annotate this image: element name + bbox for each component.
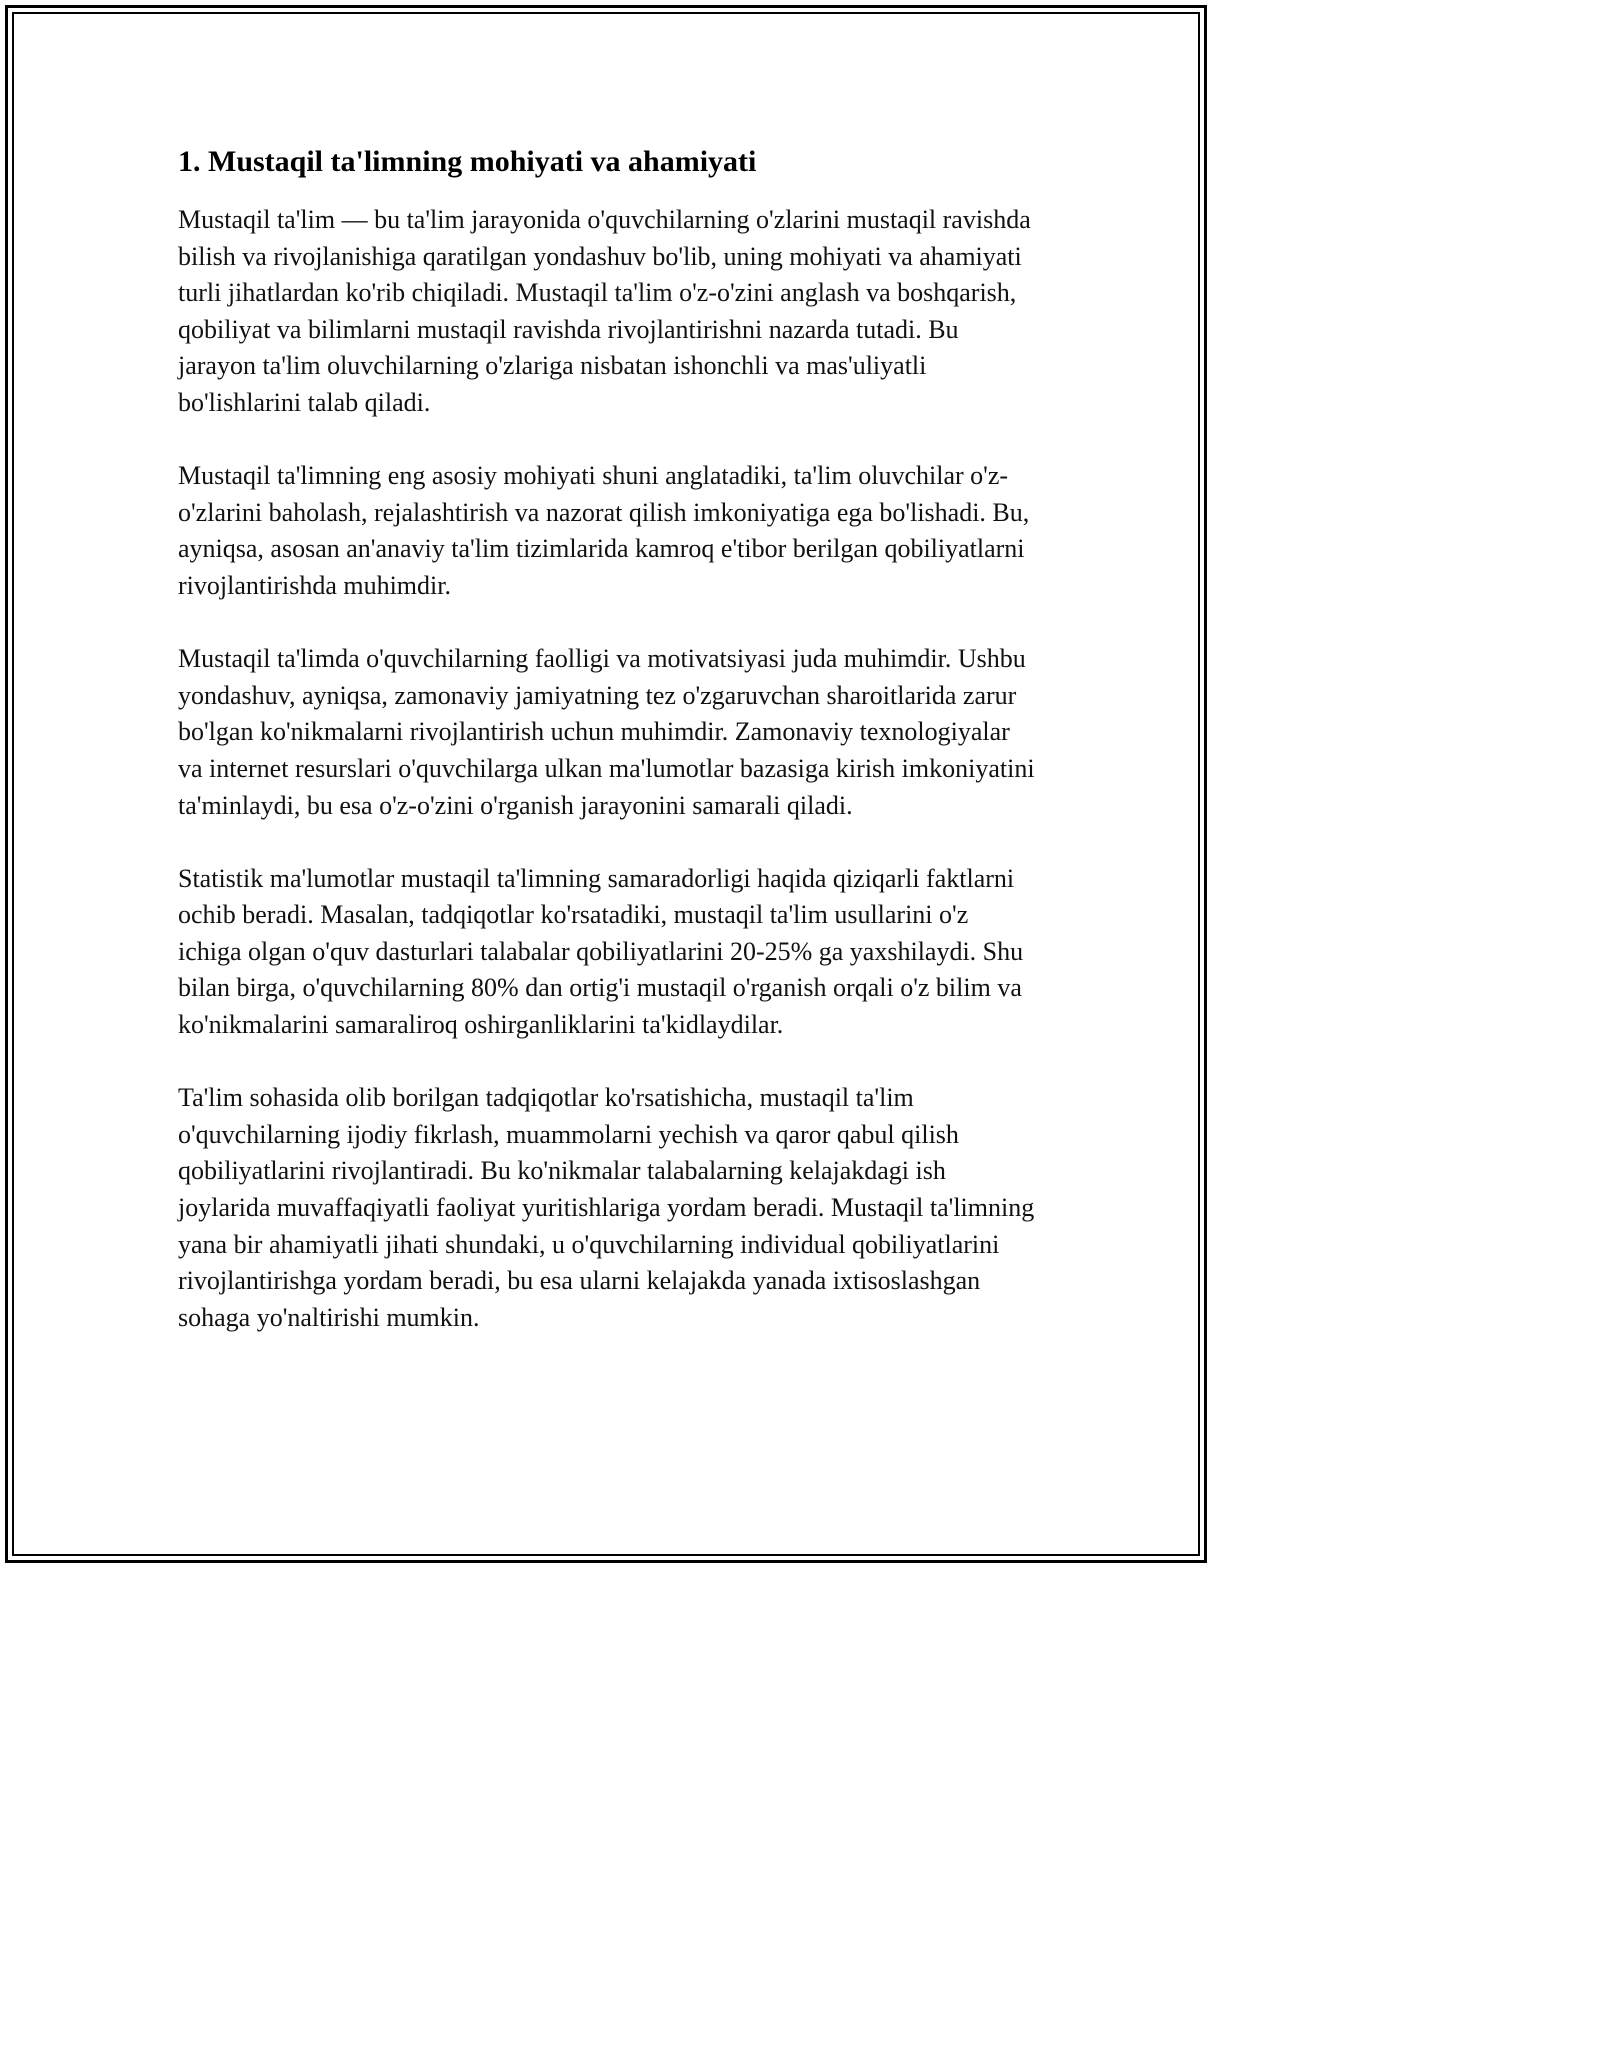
paragraph-5: Ta'lim sohasida olib borilgan tadqiqotlar ko'rsatishicha, mustaqil ta'lim o'quvchilarning ijodiy fikrlash, muammolarni yechish va qaror qabul qilish qobiliyatlarini rivojlantiradi. Bu ko'nikmalar talabalarning kelajakdagi ish joylarida muvaffaqiyatli faoliyat yuritishlariga yordam beradi. Mustaqil ta'limning yana bir ahamiyatli jihati shundaki, u o'quvchilarning individual qobiliyatlarini rivojlantirishga yordam beradi, bu esa ularni kelajakda yanada ixtisoslashgan sohaga yo'naltirishi mumkin. (178, 1083, 1035, 1332)
paragraph-3: Mustaqil ta'limda o'quvchilarning faolligi va motivatsiyasi juda muhimdir. Ushbu yondashuv, ayniqsa, zamonaviy jamiyatning tez o'zgaruvchan sharoitlarida zarur bo'lgan ko'nikmalarni rivojlantirish uchun muhimdir. Zamonaviy texnologiyalar va internet resurslari o'quvchilarga ulkan ma'lumotlar bazasiga kirish imkoniyatini ta'minlaydi, bu esa o'z-o'zini o'rganish jarayonini samarali qiladi. (178, 644, 1035, 820)
section-title: 1. Mustaqil ta'limning mohiyati va ahamiyati (178, 145, 757, 178)
paragraph-1: Mustaqil ta'lim — bu ta'lim jarayonida o'quvchilarning o'zlarini mustaqil ravishda bilish va rivojlanishiga qaratilgan yondashuv bo'lib, uning mohiyati va ahamiyati turli jihatlardan ko'rib chiqiladi. Mustaqil ta'lim o'z-o'zini anglash va boshqarish, qobiliyat va bilimlarni mustaqil ravishda rivojlantirishni nazarda tutadi. Bu jarayon ta'lim oluvchilarning o'zlariga nisbatan ishonchli va mas'uliyatli bo'lishlarini talab qiladi. (178, 205, 1031, 417)
paragraph-4: Statistik ma'lumotlar mustaqil ta'limning samaradorligi haqida qiziqarli faktlarni ochib beradi. Masalan, tadqiqotlar ko'rsatadiki, mustaqil ta'lim usullarini o'z ichiga olgan o'quv dasturlari talabalar qobiliyatlarini 20-25% ga yaxshilaydi. Shu bilan birga, o'quvchilarning 80% dan ortig'i mustaqil o'rganish orqali o'z bilim va ko'nikmalarini samaraliroq oshirganliklarini ta'kidlaydilar. (178, 863, 1024, 1040)
paragraph-2: Mustaqil ta'limning eng asosiy mohiyati shuni anglatadiki, ta'lim oluvchilar o'z-o'zlarini baholash, rejalashtirish va nazorat qilish imkoniyatiga ega bo'lishadi. Bu, ayniqsa, asosan an'anaviy ta'lim tizimlarida kamroq e'tibor berilgan qobiliyatlarni rivojlantirishda muhimdir. (178, 461, 1030, 600)
document-body (178, 140, 1038, 1373)
